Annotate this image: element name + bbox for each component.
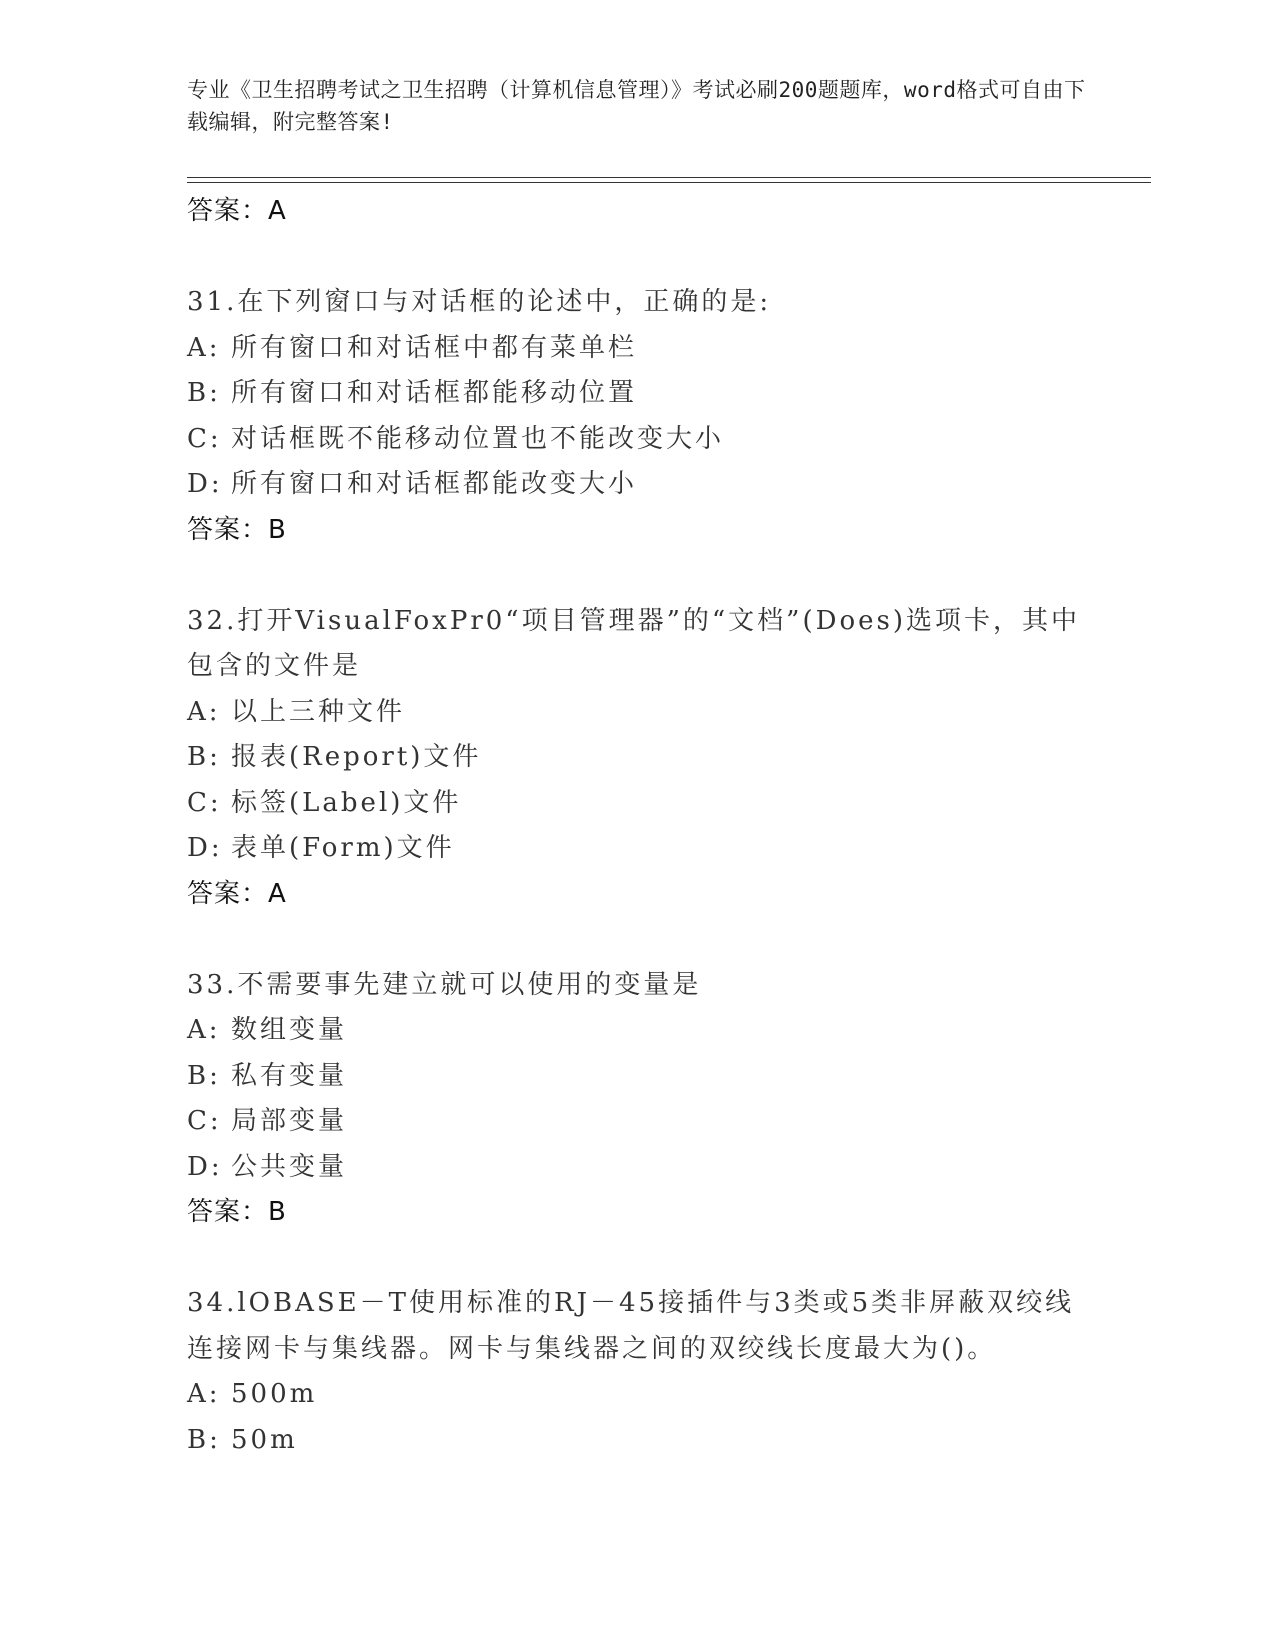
option-b [187,371,1087,417]
option-letter: B: [187,1060,221,1091]
option-text: 所有窗口和对话框都能改变大小 [231,469,638,499]
option-c [187,417,1087,463]
spacer [187,553,1087,599]
previous-answer: 答案：A [187,196,287,226]
option-text: 50m [231,1424,298,1455]
spacer [187,917,1087,963]
question-stem: 33.不需要事先建立就可以使用的变量是 [187,969,702,1000]
option-letter: A: [187,332,221,363]
option-d [187,1145,1087,1191]
answer-line: 答案：A [187,878,287,909]
spacer [187,234,1087,280]
option-letter: C: [187,787,222,818]
question-content [187,189,1087,1463]
option-a [187,1372,1087,1418]
option-b [187,1418,1087,1464]
option-text: 报表(Report)文件 [231,742,482,772]
option-d [187,826,1087,872]
option-d [187,462,1087,508]
option-letter: D: [187,469,223,499]
option-b [187,735,1087,781]
option-letter: B: [187,742,221,772]
option-text: 私有变量 [231,1060,348,1091]
option-text: 500m [231,1379,318,1409]
option-b [187,1054,1087,1100]
option-a [187,1008,1087,1054]
option-text: 数组变量 [231,1015,348,1045]
option-letter: A: [187,696,221,727]
option-text: 以上三种文件 [231,696,406,727]
question-stem: 34.lOBASE－T使用标准的RJ－45接插件与3类或5类非屏蔽双绞线连接网卡与集线器。网卡与集线器之间的双绞线长度最大为()。 [187,1288,1075,1364]
option-letter: A: [187,1379,221,1409]
option-letter: D: [187,833,223,863]
option-letter: A: [187,1015,221,1045]
option-text: 所有窗口和对话框中都有菜单栏 [231,332,638,363]
option-text: 表单(Form)文件 [231,833,455,863]
option-text: 所有窗口和对话框都能移动位置 [231,378,638,408]
answer-line: 答案：B [187,514,287,545]
option-text: 公共变量 [231,1151,348,1182]
option-text: 对话框既不能移动位置也不能改变大小 [231,423,725,454]
header-divider-thick [187,177,1151,178]
option-a [187,326,1087,372]
option-c [187,1099,1087,1145]
question-stem: 32.打开VisualFoxPr0“项目管理器”的“文档”(Does)选项卡，其中包含的文件是 [187,605,1080,681]
option-text: 标签(Label)文件 [231,787,462,818]
spacer [187,1235,1087,1281]
question-block [187,963,1087,1236]
question-block [187,280,1087,553]
option-letter: B: [187,1424,221,1455]
option-c [187,781,1087,827]
option-letter: D: [187,1151,223,1182]
option-letter: B: [187,378,221,408]
question-block [187,1281,1087,1463]
option-a [187,690,1087,736]
option-letter: C: [187,1106,222,1136]
answer-line: 答案：B [187,1197,287,1227]
option-letter: C: [187,423,222,454]
page-header-title: 专业《卫生招聘考试之卫生招聘（计算机信息管理）》考试必刷200题题库，word格式可自由下载编辑，附完整答案! [187,78,1086,134]
option-text: 局部变量 [231,1106,348,1136]
question-block [187,599,1087,917]
question-stem: 31.在下列窗口与对话框的论述中，正确的是: [187,287,772,317]
header-divider-thin [187,182,1151,183]
